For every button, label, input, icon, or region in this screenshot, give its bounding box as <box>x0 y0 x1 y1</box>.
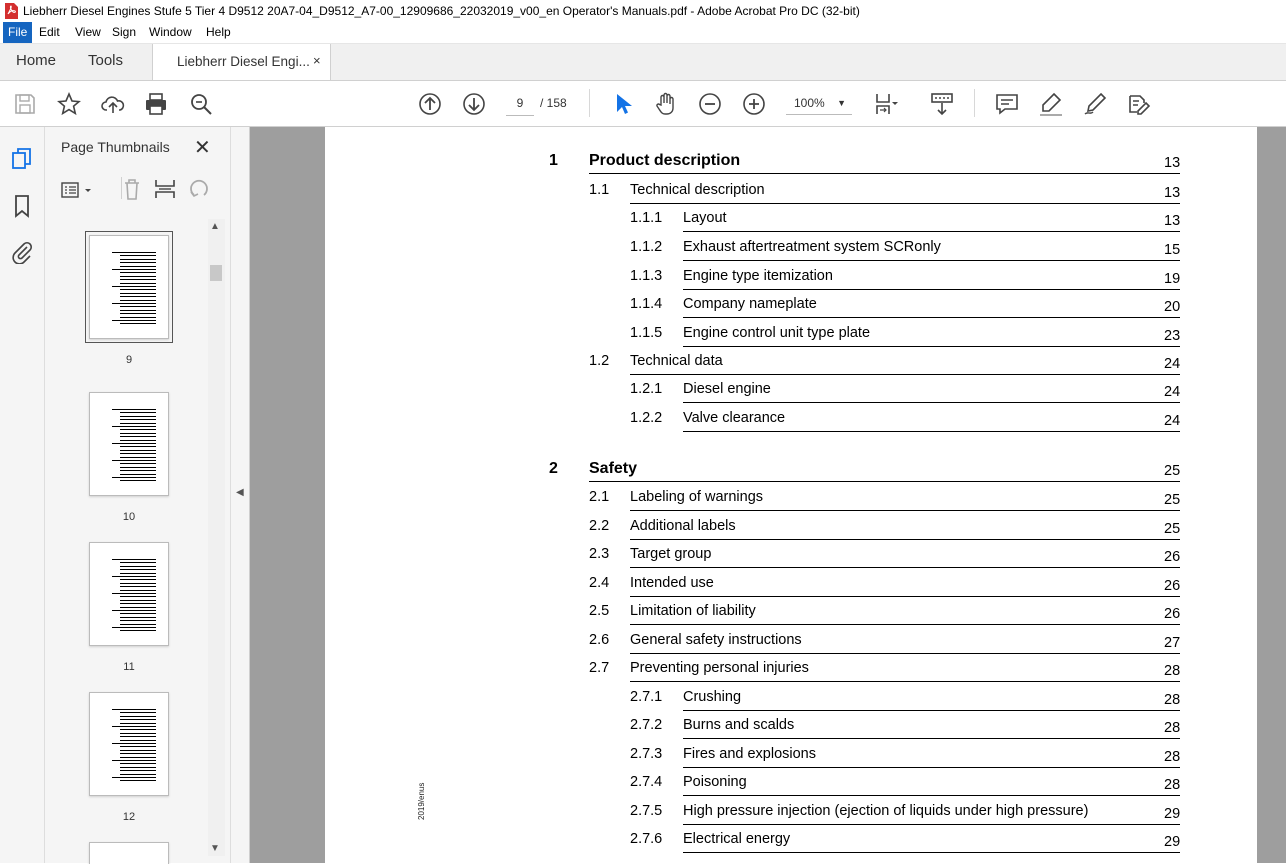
toc-page-number[interactable]: 13 <box>1164 185 1181 201</box>
toc-number: 2 <box>549 460 558 477</box>
next-page-icon[interactable] <box>461 91 487 117</box>
toc-rule <box>589 173 1180 174</box>
toc-page-number[interactable]: 24 <box>1164 356 1181 372</box>
toolbar-divider <box>589 89 590 117</box>
page-thumbnail[interactable] <box>89 692 169 796</box>
toc-number: 1.1.3 <box>630 268 663 284</box>
menu-bar <box>0 22 1286 44</box>
toc-title[interactable]: Labeling of warnings <box>630 489 764 505</box>
toc-rule <box>630 624 1180 625</box>
toc-page-number[interactable]: 23 <box>1164 328 1181 344</box>
thumbnail-line <box>120 255 156 256</box>
thumbnail-line <box>112 252 156 253</box>
menu-file[interactable]: File <box>3 22 32 43</box>
page-thumbnail[interactable] <box>89 392 169 496</box>
toc-page-number[interactable]: 26 <box>1164 578 1181 594</box>
thumbnail-line <box>120 276 156 277</box>
toc-page-number[interactable]: 29 <box>1164 806 1181 822</box>
bookmark-icon[interactable] <box>10 194 34 218</box>
toc-rule <box>630 374 1180 375</box>
toc-rule <box>683 231 1180 232</box>
toc-rule <box>683 710 1180 711</box>
toc-title[interactable]: General safety instructions <box>630 632 802 648</box>
toc-rule <box>683 317 1180 318</box>
thumbnail-line <box>112 460 156 461</box>
search-zoom-icon[interactable] <box>188 91 214 117</box>
thumbnail-line <box>120 416 156 417</box>
thumbnail-line <box>120 736 156 737</box>
toc-page-number[interactable]: 24 <box>1164 384 1181 400</box>
thumbnail-page-number: 12 <box>122 811 136 823</box>
attachment-icon[interactable] <box>10 240 34 264</box>
thumbnail-line <box>112 743 156 744</box>
toc-title[interactable]: Crushing <box>683 689 742 705</box>
thumbnail-line <box>120 272 156 273</box>
toc-title[interactable]: Poisoning <box>683 774 747 790</box>
thumbnail-line <box>120 757 156 758</box>
tab-document[interactable] <box>152 44 331 80</box>
tab-document-label: Liebherr Diesel Engi... <box>177 54 310 69</box>
toc-title[interactable]: Diesel engine <box>683 381 771 397</box>
thumbnail-line <box>120 620 156 621</box>
menu-help[interactable]: Help <box>206 25 231 39</box>
thumbnail-line <box>120 433 156 434</box>
thumbnail-line <box>112 627 156 628</box>
scroll-mode-icon[interactable] <box>929 91 955 117</box>
star-icon[interactable] <box>56 91 82 117</box>
thumbnail-line <box>120 440 156 441</box>
page-thumbnails-panel <box>45 127 231 863</box>
toolbar <box>0 81 1286 127</box>
toc-number: 2.4 <box>589 575 610 591</box>
tab-bar <box>0 44 1286 81</box>
edit-stamp-icon[interactable] <box>1125 91 1151 117</box>
zoom-in-icon[interactable] <box>741 91 767 117</box>
panel-collapse-strip[interactable] <box>231 127 250 863</box>
toc-page-number[interactable]: 28 <box>1164 749 1181 765</box>
thumbnail-line <box>120 630 156 631</box>
previous-page-icon[interactable] <box>417 91 443 117</box>
sign-pen-icon[interactable] <box>1082 91 1108 117</box>
insert-page-icon[interactable] <box>154 177 176 201</box>
toc-number: 2.7.1 <box>630 689 663 705</box>
scroll-down-icon[interactable]: ▼ <box>210 843 220 854</box>
thumbnail-line <box>120 289 156 290</box>
comment-icon[interactable] <box>994 91 1020 117</box>
toc-page-number[interactable]: 13 <box>1164 213 1181 229</box>
tab-home[interactable]: Home <box>16 52 57 69</box>
thumbnail-page-number: 10 <box>122 511 136 523</box>
toc-number: 2.7 <box>589 660 610 676</box>
thumbnail-line <box>112 409 156 410</box>
toc-title[interactable]: Exhaust aftertreatment system SCRonly <box>683 239 941 255</box>
thumbnail-line <box>112 269 156 270</box>
toc-title[interactable]: Target group <box>630 546 712 562</box>
toc-number: 1.1.5 <box>630 325 663 341</box>
save-icon[interactable] <box>12 91 38 117</box>
toc-page-number[interactable]: 25 <box>1164 521 1181 537</box>
toc-rule <box>630 681 1180 682</box>
toc-page-number[interactable]: 29 <box>1164 834 1181 850</box>
thumbnail-line <box>120 467 156 468</box>
chevron-down-icon: ▼ <box>837 98 846 108</box>
toc-rule <box>683 402 1180 403</box>
left-navigation-rail <box>0 127 45 863</box>
toc-rule <box>683 824 1180 825</box>
thumbnail-options-icon[interactable] <box>61 180 95 200</box>
title-bar <box>0 0 1286 22</box>
thumbnail-line <box>120 767 156 768</box>
thumbnail-line <box>120 566 156 567</box>
thumbnail-line <box>120 723 156 724</box>
thumbnail-line <box>120 753 156 754</box>
rotate-page-icon[interactable] <box>188 177 210 201</box>
toc-page-number[interactable]: 19 <box>1164 271 1181 287</box>
toc-number: 2.7.4 <box>630 774 663 790</box>
close-tab-icon[interactable]: × <box>313 53 321 68</box>
toc-title[interactable]: Preventing personal injuries <box>630 660 809 676</box>
thumbnail-line <box>112 777 156 778</box>
thumbnail-line <box>120 317 156 318</box>
toc-number: 2.7.5 <box>630 803 663 819</box>
toc-page-number[interactable]: 20 <box>1164 299 1181 315</box>
toc-page-number[interactable]: 26 <box>1164 549 1181 565</box>
toc-number: 1.1.2 <box>630 239 663 255</box>
thumbnail-line <box>120 463 156 464</box>
upload-cloud-icon[interactable] <box>100 91 126 117</box>
toc-title[interactable]: Engine type itemization <box>683 268 833 284</box>
thumbnail-line <box>120 283 156 284</box>
thumbnail-line <box>120 729 156 730</box>
thumbnail-line <box>120 624 156 625</box>
thumbnail-line <box>120 446 156 447</box>
zoom-out-icon[interactable] <box>697 91 723 117</box>
thumbnail-line <box>112 593 156 594</box>
toc-title[interactable]: Valve clearance <box>683 410 786 426</box>
thumbnail-line <box>120 603 156 604</box>
thumbnail-line <box>120 412 156 413</box>
thumbnail-line <box>112 610 156 611</box>
toc-page-number[interactable]: 15 <box>1164 242 1181 258</box>
thumbnail-line <box>120 579 156 580</box>
thumbnail-line <box>120 770 156 771</box>
toc-title[interactable]: Company nameplate <box>683 296 817 312</box>
page-thumbnail-partial[interactable] <box>89 842 169 864</box>
toc-page-number[interactable]: 28 <box>1164 720 1181 736</box>
toolbar-divider <box>974 89 975 117</box>
thumbnail-line <box>120 293 156 294</box>
thumbnail-line <box>120 453 156 454</box>
page-thumbnails-icon[interactable] <box>10 147 34 171</box>
thumbnail-line <box>112 286 156 287</box>
toc-number: 2.1 <box>589 489 610 505</box>
toc-number: 1.2 <box>589 353 610 369</box>
toc-rule <box>630 539 1180 540</box>
toc-title[interactable]: Fires and explosions <box>683 746 816 762</box>
page-thumbnail[interactable] <box>89 542 169 646</box>
toc-rule <box>683 738 1180 739</box>
thumbnail-line <box>120 436 156 437</box>
thumbnail-line <box>120 279 156 280</box>
toc-number: 1.2.1 <box>630 381 663 397</box>
thumbnail-line <box>120 562 156 563</box>
thumbnail-line <box>120 586 156 587</box>
thumbnail-line <box>120 719 156 720</box>
thumbnail-line <box>112 320 156 321</box>
toc-page-number[interactable]: 28 <box>1164 692 1181 708</box>
thumbnail-line <box>120 569 156 570</box>
thumbnail-scrollbar[interactable] <box>208 219 225 856</box>
thumbnail-line <box>120 259 156 260</box>
thumbnail-line <box>120 423 156 424</box>
toc-title[interactable]: Electrical energy <box>683 831 791 847</box>
zoom-level-select[interactable] <box>786 91 852 115</box>
thumbnail-line <box>120 607 156 608</box>
thumbnail-line <box>120 457 156 458</box>
toc-title[interactable]: Burns and scalds <box>683 717 795 733</box>
toc-number: 1.2.2 <box>630 410 663 426</box>
thumbnail-line <box>120 480 156 481</box>
thumbnail-line <box>120 774 156 775</box>
scrollbar-thumb[interactable] <box>210 265 222 281</box>
toc-title[interactable]: Engine control unit type plate <box>683 325 871 341</box>
toc-page-number[interactable]: 26 <box>1164 606 1181 622</box>
panel-title: Page Thumbnails <box>61 139 170 155</box>
toc-page-number[interactable]: 28 <box>1164 663 1181 679</box>
toc-number: 2.7.2 <box>630 717 663 733</box>
thumbnail-line <box>120 310 156 311</box>
toc-number: 2.7.3 <box>630 746 663 762</box>
thumbnail-page-number: 11 <box>123 661 135 673</box>
select-cursor-icon[interactable] <box>609 91 635 117</box>
toc-rule <box>683 289 1180 290</box>
thumbnail-line <box>112 726 156 727</box>
thumbnail-line <box>120 450 156 451</box>
close-icon[interactable]: ✕ <box>194 137 211 159</box>
toc-page-number[interactable]: 25 <box>1164 463 1181 479</box>
hand-tool-icon[interactable] <box>653 91 679 117</box>
window-title: Liebherr Diesel Engines Stufe 5 Tier 4 D9512 20A7-04_D9512_A7-00_12909686_22032019_v00_en Operator's Manuals.pdf - Adobe Acrobat Pro DC (32-bit) <box>23 4 860 18</box>
toc-number: 1.1 <box>589 182 610 198</box>
thumbnail-line <box>112 303 156 304</box>
toc-page-number[interactable]: 27 <box>1164 635 1181 651</box>
toc-number: 1.1.1 <box>630 210 663 226</box>
toc-title[interactable]: Safety <box>589 460 638 477</box>
print-icon[interactable] <box>143 91 169 117</box>
thumbnail-line <box>112 709 156 710</box>
toc-number: 2.6 <box>589 632 610 648</box>
toc-rule <box>683 260 1180 261</box>
thumbnail-line <box>120 323 156 324</box>
thumbnail-line <box>120 306 156 307</box>
thumbnail-line <box>120 262 156 263</box>
menu-sign[interactable]: Sign <box>112 25 137 39</box>
thumbnail-line <box>112 477 156 478</box>
thumbnail-line <box>120 474 156 475</box>
thumbnail-page-number: 9 <box>125 354 133 366</box>
thumbnail-line <box>112 760 156 761</box>
thumbnail-line <box>112 576 156 577</box>
thumbnail-line <box>120 712 156 713</box>
thumbnail-line <box>120 600 156 601</box>
thumbnail-line <box>120 763 156 764</box>
thumbnail-line <box>120 740 156 741</box>
menu-window[interactable]: Window <box>149 25 192 39</box>
tab-tools[interactable]: Tools <box>88 52 124 69</box>
thumbnail-line <box>120 573 156 574</box>
toc-page-number[interactable]: 24 <box>1164 413 1181 429</box>
toc-title[interactable]: Layout <box>683 210 727 226</box>
menu-view[interactable]: View <box>75 25 101 39</box>
thumbnail-line <box>120 590 156 591</box>
toc-title[interactable]: Product description <box>589 152 741 169</box>
thumbnail-line <box>120 313 156 314</box>
thumbnail-line <box>120 470 156 471</box>
thumbnail-line <box>120 596 156 597</box>
thumbnail-line <box>120 296 156 297</box>
menu-edit[interactable]: Edit <box>39 25 60 39</box>
toc-rule <box>630 567 1180 568</box>
toc-rule <box>589 481 1180 482</box>
collapse-arrow-icon[interactable]: ◀ <box>236 487 244 498</box>
toc-page-number[interactable]: 25 <box>1164 492 1181 508</box>
thumbnail-line <box>120 429 156 430</box>
toc-title[interactable]: Intended use <box>630 575 714 591</box>
toc-title[interactable]: Additional labels <box>630 518 736 534</box>
toc-rule <box>630 653 1180 654</box>
toc-rule <box>683 795 1180 796</box>
thumbnail-line <box>112 559 156 560</box>
toc-number: 1 <box>549 152 558 169</box>
toc-title[interactable]: Limitation of liability <box>630 603 756 619</box>
toc-rule <box>683 767 1180 768</box>
thumbnail-line <box>120 419 156 420</box>
thumbnail-line <box>120 613 156 614</box>
thumbnail-line <box>112 426 156 427</box>
thumbnail-line <box>120 266 156 267</box>
thumbnail-line <box>120 780 156 781</box>
toc-rule <box>683 346 1180 347</box>
toc-number: 2.3 <box>589 546 610 562</box>
toc-page-number[interactable]: 13 <box>1164 155 1181 171</box>
thumbnail-line <box>120 733 156 734</box>
toc-number: 2.2 <box>589 518 610 534</box>
toc-rule <box>630 596 1180 597</box>
highlight-pen-icon[interactable] <box>1038 91 1064 117</box>
thumbnail-line <box>120 300 156 301</box>
toc-number: 1.1.4 <box>630 296 663 312</box>
toc-title[interactable]: Technical data <box>630 353 723 369</box>
thumbnail-line <box>120 716 156 717</box>
page-number-input[interactable]: 9 <box>506 91 534 116</box>
side-stamp-text: 2019/enus <box>417 782 426 820</box>
thumbnail-line <box>112 443 156 444</box>
toc-number: 2.7.6 <box>630 831 663 847</box>
toc-title[interactable]: High pressure injection (ejection of liquids under high pressure) <box>683 803 1089 819</box>
scroll-up-icon[interactable]: ▲ <box>210 221 220 232</box>
page-thumbnail[interactable] <box>89 235 169 339</box>
toc-rule <box>630 510 1180 511</box>
zoom-value: 100% <box>794 96 825 110</box>
page-total: / 158 <box>540 96 567 110</box>
toc-rule <box>683 431 1180 432</box>
delete-page-icon[interactable] <box>121 177 143 201</box>
acrobat-icon <box>4 3 18 19</box>
thumbnail-line <box>120 617 156 618</box>
page-fit-icon[interactable] <box>873 91 899 117</box>
thumbnail-line <box>120 746 156 747</box>
thumbnail-line <box>120 750 156 751</box>
toc-rule <box>683 852 1180 853</box>
toc-number: 2.5 <box>589 603 610 619</box>
thumbnail-line <box>120 583 156 584</box>
toc-page-number[interactable]: 28 <box>1164 777 1181 793</box>
toc-title[interactable]: Technical description <box>630 182 765 198</box>
toc-rule <box>630 203 1180 204</box>
